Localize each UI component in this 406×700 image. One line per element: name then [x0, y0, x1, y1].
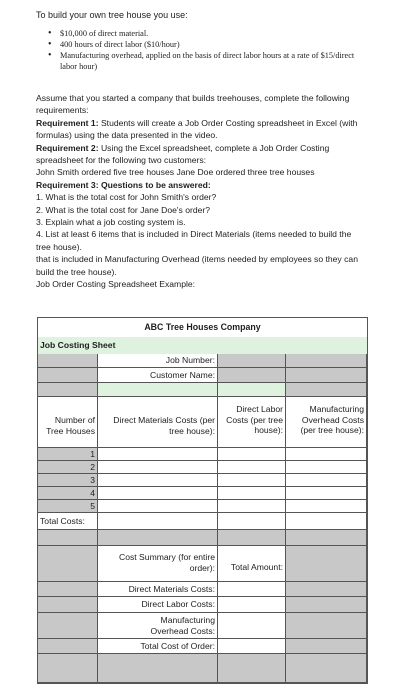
customer-name-value[interactable]	[218, 368, 286, 383]
col-header-moh	[286, 397, 367, 448]
table-row-number: 1	[38, 448, 98, 461]
customer-name-label: Customer Name:	[98, 368, 218, 383]
table-cell[interactable]	[286, 500, 367, 513]
grid-cell	[286, 383, 367, 397]
grid-cell	[38, 546, 98, 582]
customers-text: John Smith ordered five tree houses Jane Doe ordered three tree houses	[36, 167, 315, 178]
list-item: • $10,000 of direct material.	[48, 28, 365, 39]
grid-cell	[38, 368, 98, 383]
materials-list	[48, 28, 365, 72]
grid-cell	[286, 639, 367, 654]
table-cell[interactable]	[286, 474, 367, 487]
requirement-3	[36, 179, 368, 191]
table-cell[interactable]	[218, 461, 286, 474]
grid-cell	[38, 597, 98, 613]
req1-label: Requirement 1:	[36, 117, 99, 128]
total-amount-header	[218, 546, 286, 582]
requirement-2	[36, 142, 368, 167]
grid-cell	[286, 546, 367, 582]
dl-costs-value[interactable]	[218, 597, 286, 613]
table-cell[interactable]	[218, 448, 286, 461]
table-cell[interactable]	[286, 487, 367, 500]
grid-cell	[218, 383, 286, 397]
col-header-trees	[38, 397, 98, 448]
grid-cell	[38, 654, 98, 683]
table-cell[interactable]	[98, 448, 218, 461]
table-row-number: 5	[38, 500, 98, 513]
grid-cell	[286, 368, 367, 383]
instructions	[36, 92, 368, 291]
question-3: 3. Explain what a job costing system is.	[36, 217, 186, 228]
grid-cell	[38, 582, 98, 597]
req3-label: Requirement 3: Questions to be answered:	[36, 179, 211, 190]
table-row-number: 4	[38, 487, 98, 500]
job-costing-sheet	[37, 317, 368, 684]
cost-summary-header	[98, 546, 218, 582]
table-cell[interactable]	[98, 487, 218, 500]
grid-cell	[286, 654, 367, 683]
dm-costs-value[interactable]	[218, 582, 286, 597]
table-cell[interactable]	[286, 448, 367, 461]
assume-text: Assume that you started a company that builds treehouses, complete the following requirements:	[36, 93, 350, 116]
total-costs-label: Total Costs:	[38, 513, 98, 530]
grid-cell	[38, 530, 98, 546]
col-header-dl-text: Direct Labor Costs (per tree house):	[226, 404, 283, 435]
table-cell[interactable]	[218, 487, 286, 500]
job-number-value[interactable]	[218, 354, 286, 368]
col-header-dl	[218, 397, 286, 448]
moh-costs-text: Manufacturing Overhead Costs:	[150, 615, 215, 636]
grid-cell	[98, 654, 218, 683]
question-2: 2. What is the total cost for Jane Doe's order?	[36, 204, 211, 215]
grid-cell	[286, 354, 367, 368]
total-dm-cell[interactable]	[98, 513, 218, 530]
grid-cell	[286, 597, 367, 613]
question-1: 1. What is the total cost for John Smith's order?	[36, 192, 217, 203]
table-cell[interactable]	[218, 500, 286, 513]
company-name: ABC Tree Houses Company	[38, 318, 367, 336]
grid-cell	[38, 613, 98, 639]
total-order-label: Total Cost of Order:	[98, 639, 218, 654]
grid-cell	[286, 613, 367, 639]
list-item: • 400 hours of direct labor ($10/hour)	[48, 39, 365, 50]
table-row-number: 3	[38, 474, 98, 487]
table-cell[interactable]	[218, 474, 286, 487]
dm-costs-label: Direct Materials Costs:	[98, 582, 218, 597]
question-4: 4. List at least 6 items that is included in Direct Materials (items needed to build the tree house).	[36, 229, 352, 252]
grid-cell	[286, 530, 367, 546]
example-label: Job Order Costing Spreadsheet Example:	[36, 279, 196, 290]
total-order-value[interactable]	[218, 639, 286, 654]
dl-costs-label: Direct Labor Costs:	[98, 597, 218, 613]
cost-summary-text: Cost Summary (for entire order):	[119, 552, 215, 573]
grid-cell	[38, 354, 98, 368]
col-header-trees-text: Number of Tree Houses	[46, 415, 95, 436]
list-item: • Manufacturing overhead, applied on the basis of direct labor hours at a rate of $15/direct labor hour)	[48, 50, 365, 72]
grid-cell	[286, 582, 367, 597]
moh-costs-value[interactable]	[218, 613, 286, 639]
req2-text: Using the Excel spreadsheet, complete a Job Order Costing spreadsheet for the following two customers:	[36, 142, 330, 166]
grid-cell	[98, 383, 218, 397]
grid-cell	[38, 383, 98, 397]
total-dl-cell[interactable]	[218, 513, 286, 530]
table-row-number: 2	[38, 461, 98, 474]
req1-text: Students will create a Job Order Costing spreadsheet in Excel (with formulas) using the data presented in the video.	[36, 117, 358, 141]
grid-cell	[218, 530, 286, 546]
grid-cell	[98, 530, 218, 546]
table-cell[interactable]	[98, 474, 218, 487]
total-amount-text: Total Amount:	[230, 562, 283, 572]
job-number-label: Job Number:	[98, 354, 218, 368]
table-cell[interactable]	[98, 461, 218, 474]
total-moh-cell[interactable]	[286, 513, 367, 530]
question-4b: that is included in Manufacturing Overhead (items needed by employees so they can build the tree house).	[36, 254, 358, 277]
grid-cell	[38, 639, 98, 654]
table-cell[interactable]	[286, 461, 367, 474]
col-header-dm	[98, 397, 218, 448]
grid-cell	[218, 654, 286, 683]
requirement-1	[36, 117, 368, 142]
req2-label: Requirement 2:	[36, 142, 99, 153]
moh-costs-label	[98, 613, 218, 639]
table-cell[interactable]	[98, 500, 218, 513]
col-header-dm-text: Direct Materials Costs (per tree house):	[113, 415, 215, 436]
sheet-title: Job Costing Sheet	[38, 337, 367, 354]
col-header-moh-text: Manufacturing Overhead Costs (per tree house):	[300, 404, 364, 435]
intro-text: To build your own tree house you use:	[36, 10, 188, 20]
